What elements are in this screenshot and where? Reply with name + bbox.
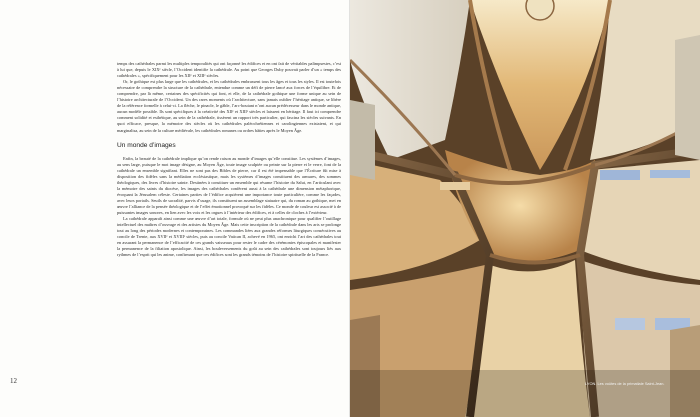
paragraph: temps des cathédrales parmi les multiples temporalités qui ont façonné les édifices et en ont fait de véritables palimpsestes, c’est à lui que, depuis le XIXᵉ siècle, l’Occident identifie la cathédrale. Au point que Georges Duby pouvait parler d’un « temps des cathédrales », spécifiquement pour les XIIᵉ et XIIIᵉ siècles.	[117, 61, 341, 79]
cathedral-vault-photo	[350, 0, 700, 417]
photo-caption: LYON. Les voûtes de la primatiale Saint-Jean.	[585, 381, 665, 386]
paragraph: Enfin, la beauté de la cathédrale implique qu’on rende raison au monde d’images qu’elle constitue. Les systèmes d’images, au sens large, puisque le mot image désigne, au Moyen Âge, toute image sculptée ou peinte sur la pierre et le verre, font de la cathédrale un ensemble signifiant. Elles ne sont pas des Bibles de pierre, car il est été impensable que l’Écriture fût mise à disposition des fidèles sans la médiation ecclésiastique, mais les systèmes d’images constituent des armures, des sommes théologiques, des livres d’histoire sainte. Destinées à constituer un ensemble qui résume l’histoire du Salut, en l’articulant avec la mémoire des saints du diocèse, les images des cathédrales confèrent aussi à la cathédrale une dimension métaphorique, évoquant la Jérusalem céleste. Certaines parties de l’édifice acquièrent une importance toute particulière, comme les façades, avec leurs portails. Seuils de sacralité, parvis d’usage, ils constituent un assemblage statuaire qui, du roman au gothique, met en œuvre l’alliance de la pensée théologique et de l’effet émotionnel provoqué sur les fidèles. Ce monde de couleur est associé à de puissantes images sonores, en lien avec les voix et les orgues à l’intérieur des édifices, et à celles de cloches à l’extérieur.	[117, 155, 341, 215]
right-page	[350, 0, 700, 417]
paragraph: La cathédrale apparaît ainsi comme une œuvre d’art totale, formule où ne peut plus anachronique pour qualifier l’outillage intellectuel des maîtres d’ouvrage et des artistes du Moyen Âge. Mais cette inscription de la cathédrale dans les arts se prolonge tout au long des périodes modernes et contemporaines. Les commandes liées aux grandes réformes liturgiques consécutives au concile de Trente, aux XVIIᵉ et XVIIIᵉ siècles, puis au concile Vatican II, achevé en 1965, ont enrichi l’art des cathédrales tout en assurant la permanence de l’efficacité de ces grands vaisseaux pour rester le cadre des cérémonies épiscopales et manifester la permanence de la filiation apostolique. Ainsi, les bouleversements du goût au sein des cathédrales sont toujours liés aux rythmes de l’esprit qui les anime, confirmant que ces édifices sont les grands témoins de l’histoire spirituelle de la France.	[117, 216, 341, 258]
section-heading: Un monde d’images	[117, 141, 176, 149]
paragraph: Or, le gothique est plus large que les cathédrales, et les cathédrales embrassent tous les âges et tous les styles. Il est toutefois nécessaire de comprendre la structure de la cathédrale, entendue comme un défi de pierre lancé aux forces de l’équilibre. Et de comprendre, par là même, certaines des spécificités qui font, et elle, de la cathédrale gothique une forme unique au sein de l’histoire architecturale de l’Occident. Un des rares moments où l’architecture, sans jamais oublier l’héritage antique, se libère de la référence formelle à celui-ci. La flèche, le pinacle, le gâble, l’arc-boutant n’ont aucun prédécesseur dans le monde antique, aucun modèle possible. Ils sont spécifiques à la créativité des XIIᵉ et XIIIᵉ siècles et laissent en héritage. Il faut ici comprendre comment solidité et esthétique, au sein de la cathédrale, tissèrent un rapport très particulier, qui fascina les siècles suivants. En quoi efficace, presque, la mémoire des siècles où les cathédrales paléochrétiennes et carolingiennes existaient, et qui marginalisa, au sein de la culture médiévale, les cathédrales romanes ou ordres bâties après le Moyen Âge.	[117, 79, 341, 133]
body-text	[117, 61, 341, 258]
page-number: 12	[10, 377, 17, 385]
